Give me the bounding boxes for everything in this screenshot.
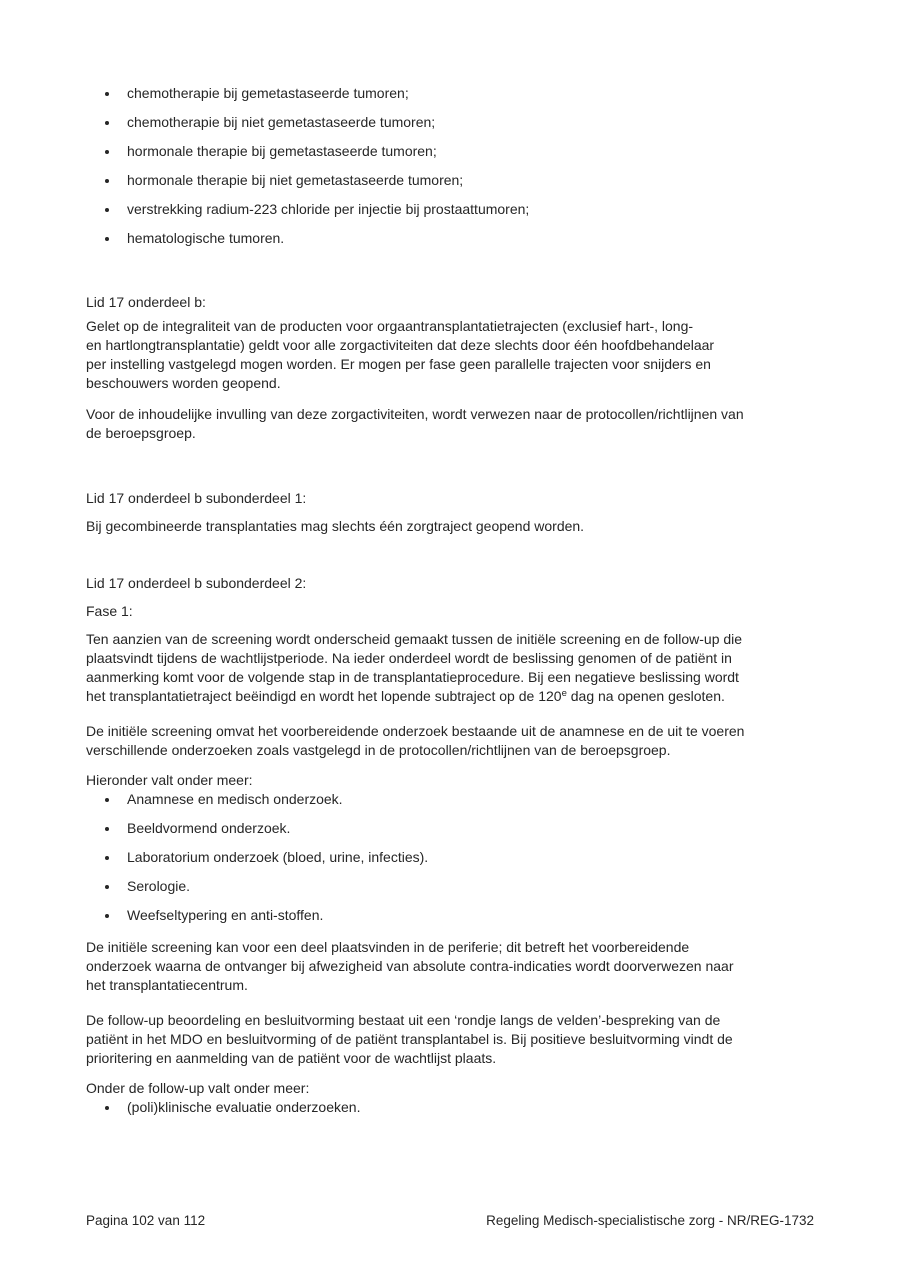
followup-bullet-list — [86, 1098, 816, 1117]
list-item — [86, 142, 816, 161]
list-item-text: Anamnese en medisch onderzoek. — [127, 791, 343, 807]
bullet-icon — [105, 856, 109, 860]
paragraph-screening — [86, 630, 816, 706]
list-item-text: chemotherapie bij gemetastaseerde tumoren; — [127, 85, 409, 101]
list-item-text: hormonale therapie bij niet gemetastaseerde tumoren; — [127, 172, 464, 188]
bullet-icon — [105, 208, 109, 212]
bullet-icon — [105, 237, 109, 241]
bullet-icon — [105, 885, 109, 889]
paragraph-screening-lastline-after: dag na openen gesloten. — [566, 688, 725, 704]
bullet-icon — [105, 1106, 109, 1110]
list-item — [86, 848, 816, 867]
list-item — [86, 171, 816, 190]
list-item-text: Beeldvormend onderzoek. — [127, 820, 291, 836]
list-item — [86, 229, 816, 248]
section-heading-lid17b: Lid 17 onderdeel b: — [86, 294, 206, 310]
screening-bullet-list — [86, 790, 816, 925]
list-item — [86, 819, 816, 838]
footer-page-indicator: Pagina 102 van 112 — [86, 1213, 206, 1228]
paragraph-initiele-omvat: De initiële screening omvat het voorbereidende onderzoek bestaande uit de anamnese en de uit te voeren verschillende onderzoeken zoals vastgelegd in de protocollen/richtlijnen van de beroepsgroep. — [86, 723, 745, 758]
therapy-bullet-list — [86, 84, 816, 248]
list-item — [86, 1098, 816, 1117]
paragraph-inhoudelijke: Voor de inhoudelijke invulling van deze zorgactiviteiten, wordt verwezen naar de protocollen/richtlijnen van de beroepsgroep. — [86, 406, 744, 441]
paragraph-screening-lines: Ten aanzien van de screening wordt onderscheid gemaakt tussen de initiële screening en de follow-up die plaatsvindt tijdens de wachtlijstperiode. Na ieder onderdeel wordt de beslissing genomen of de patiënt in aanmerking komt voor de volgende stap in de transplantatieprocedure. Bij een negatieve beslissing wordt — [86, 631, 743, 685]
bullet-icon — [105, 179, 109, 183]
list-item — [86, 790, 816, 809]
section-heading-sub2: Lid 17 onderdeel b subonderdeel 2: — [86, 575, 307, 591]
list-item — [86, 113, 816, 132]
hieronder-label: Hieronder valt onder meer: — [86, 772, 253, 788]
bullet-icon — [105, 827, 109, 831]
fase-label: Fase 1: — [86, 603, 133, 619]
bullet-icon — [105, 914, 109, 918]
superscript-e: e — [561, 688, 567, 699]
list-item-text: chemotherapie bij niet gemetastaseerde tumoren; — [127, 114, 436, 130]
footer-document-title: Regeling Medisch-specialistische zorg - NR/REG-1732 — [486, 1213, 814, 1228]
page-footer — [86, 1212, 814, 1230]
bullet-icon — [105, 121, 109, 125]
list-item-text: verstrekking radium-223 chloride per injectie bij prostaattumoren; — [127, 201, 530, 217]
bullet-icon — [105, 798, 109, 802]
bullet-icon — [105, 92, 109, 96]
list-item-text: Serologie. — [127, 878, 191, 894]
list-item — [86, 84, 816, 103]
list-item-text: hormonale therapie bij gemetastaseerde tumoren; — [127, 143, 437, 159]
list-item — [86, 877, 816, 896]
list-item-text: Laboratorium onderzoek (bloed, urine, infecties). — [127, 849, 429, 865]
list-item-text: hematologische tumoren. — [127, 230, 285, 246]
list-item — [86, 906, 816, 925]
paragraph-screening-lastline-before: het transplantatietraject beëindigd en wordt het lopende subtraject op de 120 — [86, 688, 562, 704]
paragraph-periferie: De initiële screening kan voor een deel plaatsvinden in de periferie; dit betreft het voorbereidende onderzoek waarna de ontvanger bij afwezigheid van absolute contra-indicaties wordt doorverwezen naar het transplantatiecentrum. — [86, 939, 734, 993]
list-item-text: Weefseltypering en anti-stoffen. — [127, 907, 324, 923]
bullet-icon — [105, 150, 109, 154]
list-item-text: (poli)klinische evaluatie onderzoeken. — [127, 1099, 361, 1115]
onder-followup-label: Onder de follow-up valt onder meer: — [86, 1080, 310, 1096]
paragraph-followup: De follow-up beoordeling en besluitvorming bestaat uit een ‘rondje langs de velden’-bespreking van de patiënt in het MDO en besluitvorming of de patiënt transplantabel is. Bij positieve besluitvorming vindt de prioritering en aanmelding van de patiënt voor de wachtlijst plaats. — [86, 1012, 733, 1066]
section-heading-sub1: Lid 17 onderdeel b subonderdeel 1: — [86, 490, 307, 506]
list-item — [86, 200, 816, 219]
paragraph-gecombineerde: Bij gecombineerde transplantaties mag slechts één zorgtraject geopend worden. — [86, 518, 585, 534]
paragraph-integraliteit: Gelet op de integraliteit van de producten voor orgaantransplantatietrajecten (exclusief hart-, long- en hartlongtransplantatie) geldt voor alle zorgactiviteiten dat deze slechts door één hoofdbehandelaar per instelling vastgelegd mogen worden. Er mogen per fase geen parallelle trajecten voor snijders en beschouwers worden geopend. — [86, 318, 715, 391]
